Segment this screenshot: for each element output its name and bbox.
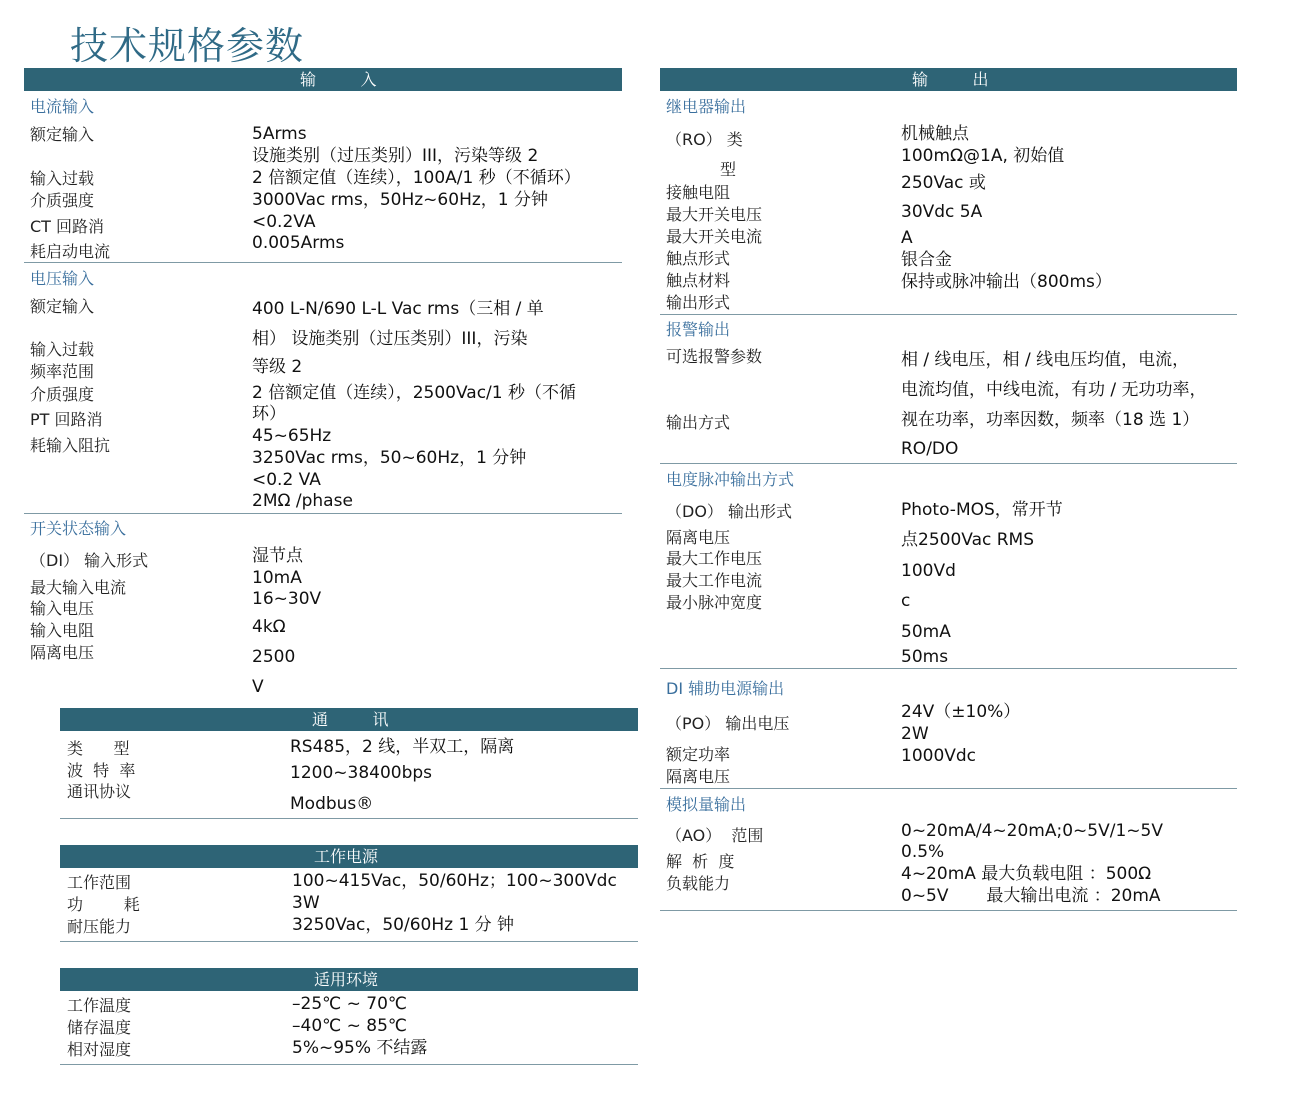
alarm-value: 电流均值，中线电流，有功 / 无功功率， — [901, 380, 1207, 400]
divider — [60, 818, 638, 819]
switch-label: 最大输入电流 — [30, 578, 127, 597]
env-label: 工作温度 — [67, 996, 132, 1015]
aux-value: 2W — [901, 724, 929, 744]
power-value: 3250Vac，50/60Hz 1 分 钟 — [292, 915, 515, 935]
aux-power-section: DI 辅助电源输出 — [666, 679, 785, 698]
relay-value: 保持或脉冲输出（800ms） — [901, 272, 1112, 292]
analog-value: 0~5V 最大输出电流 ：20mA — [901, 886, 1161, 906]
analog-value: 0.5% — [901, 842, 945, 862]
voltage-value: <0.2 VA — [252, 470, 321, 490]
alarm-value: 相 / 线电压，相 / 线电压均值，电流， — [901, 350, 1190, 370]
current-value: 2 倍额定值（连续），100A/1 秒（不循环） — [252, 168, 581, 188]
switch-label: 输入电压 — [30, 599, 95, 618]
power-header: 工作电源 — [314, 847, 379, 866]
voltage-label: 输入过载 — [30, 340, 95, 359]
input-header-bar — [24, 68, 622, 91]
relay-label: 接触电阻 — [666, 183, 731, 202]
switch-value: 10mA — [252, 568, 302, 588]
power-value: 100~415Vac，50/60Hz；100~300Vdc — [292, 871, 617, 891]
input-header: 输 入 — [300, 70, 379, 89]
current-label: 耗启动电流 — [30, 242, 111, 261]
aux-label: 额定功率 — [666, 745, 731, 764]
voltage-value: 2MΩ /phase — [252, 491, 353, 511]
divider — [24, 513, 622, 514]
alarm-label: 输出方式 — [666, 413, 731, 432]
voltage-value: 3250Vac rms，50~60Hz，1 分钟 — [252, 448, 527, 468]
analog-value: 0~20mA/4~20mA;0~5V/1~5V — [901, 821, 1163, 841]
divider — [660, 910, 1237, 911]
voltage-label: 频率范围 — [30, 362, 95, 381]
env-label: 相对湿度 — [67, 1040, 132, 1059]
relay-value: 30Vdc 5A — [901, 202, 983, 222]
switch-value: 4kΩ — [252, 617, 286, 637]
output-header-bar — [660, 68, 1237, 91]
current-value: 5Arms — [252, 124, 307, 144]
alarm-value: RO/DO — [901, 439, 959, 459]
pulse-value: c — [901, 591, 911, 611]
relay-label: 最大开关电压 — [666, 205, 763, 224]
power-label: 功 耗 — [67, 895, 140, 914]
comm-label: 波 特 率 — [67, 761, 136, 780]
current-value: 0.005Arms — [252, 233, 345, 253]
power-value: 3W — [292, 893, 320, 913]
power-header-bar — [60, 845, 638, 868]
aux-value: 24V（±10%） — [901, 702, 1021, 722]
pulse-label: 最小脉冲宽度 — [666, 593, 763, 612]
pulse-label: 隔离电压 — [666, 528, 731, 547]
pulse-value: 50ms — [901, 647, 949, 667]
divider — [660, 463, 1237, 464]
env-label: 储存温度 — [67, 1018, 132, 1037]
aux-value: 1000Vdc — [901, 746, 977, 766]
relay-label: 触点形式 — [666, 249, 731, 268]
aux-label: 隔离电压 — [666, 767, 731, 786]
voltage-label: 耗输入阻抗 — [30, 436, 111, 455]
current-input-section: 电流输入 — [30, 97, 95, 116]
analog-output-section: 模拟量输出 — [666, 795, 747, 814]
switch-label: （DI） 输入形式 — [30, 551, 149, 570]
switch-label: 隔离电压 — [30, 643, 95, 662]
divider — [660, 788, 1237, 789]
divider — [660, 668, 1237, 669]
voltage-value: 环） — [252, 404, 286, 424]
voltage-input-section: 电压输入 — [30, 269, 95, 288]
env-value: –25℃ ~ 70℃ — [292, 994, 407, 1014]
comm-header-bar — [60, 708, 638, 731]
relay-value: 100mΩ@1A, 初始值 — [901, 146, 1065, 166]
relay-value: 银合金 — [901, 250, 952, 270]
alarm-output-section: 报警输出 — [666, 320, 731, 339]
relay-value: 250Vac 或 — [901, 173, 986, 193]
divider — [60, 1064, 638, 1065]
analog-label: 负载能力 — [666, 874, 731, 893]
pulse-label: 最大工作电压 — [666, 549, 763, 568]
voltage-value: 400 L-N/690 L-L Vac rms（三相 / 单 — [252, 299, 544, 319]
current-label: 介质强度 — [30, 191, 95, 210]
comm-header: 通 讯 — [312, 710, 391, 729]
relay-value: 机械触点 — [901, 124, 969, 144]
relay-label: 触点材料 — [666, 271, 731, 290]
switch-value: 湿节点 — [252, 546, 303, 566]
voltage-value: 2 倍额定值（连续），2500Vac/1 秒（不循 — [252, 383, 577, 403]
pulse-value: 点2500Vac RMS — [901, 530, 1035, 550]
voltage-label: 额定输入 — [30, 297, 95, 316]
voltage-label: 介质强度 — [30, 385, 95, 404]
divider — [60, 941, 638, 942]
comm-value: 1200~38400bps — [290, 763, 433, 783]
relay-label: 型 — [720, 160, 737, 179]
voltage-value: 等级 2 — [252, 357, 303, 377]
aux-label: （PO） 输出电压 — [666, 714, 790, 733]
pulse-label: （DO） 输出形式 — [666, 502, 793, 521]
voltage-value: 45~65Hz — [252, 426, 332, 446]
switch-label: 输入电阻 — [30, 621, 95, 640]
pulse-value: 100Vd — [901, 561, 956, 581]
current-label: 输入过载 — [30, 169, 95, 188]
analog-label: （AO） 范围 — [666, 826, 764, 845]
divider — [660, 314, 1237, 315]
voltage-value: 相） 设施类别（过压类别）III，污染 — [252, 329, 528, 349]
pulse-label: 最大工作电流 — [666, 571, 763, 590]
switch-value: 2500 — [252, 647, 296, 667]
relay-value: A — [901, 228, 913, 248]
pulse-value: 50mA — [901, 622, 951, 642]
power-label: 耐压能力 — [67, 917, 132, 936]
comm-value: Modbus® — [290, 794, 374, 814]
analog-value: 4~20mA 最大负载电阻 ：500Ω — [901, 864, 1152, 884]
relay-label: 最大开关电流 — [666, 227, 763, 246]
alarm-value: 视在功率，功率因数，频率（18 选 1） — [901, 410, 1200, 430]
env-header-bar — [60, 968, 638, 991]
voltage-label: PT 回路消 — [30, 410, 103, 429]
switch-input-section: 开关状态输入 — [30, 519, 127, 538]
alarm-label: 可选报警参数 — [666, 347, 763, 366]
switch-value: 16~30V — [252, 589, 322, 609]
analog-label: 解 析 度 — [666, 852, 735, 871]
current-label: 额定输入 — [30, 125, 95, 144]
current-value: 3000Vac rms，50Hz~60Hz，1 分钟 — [252, 190, 548, 210]
current-value: 设施类别（过压类别）III，污染等级 2 — [252, 146, 539, 166]
switch-value: V — [252, 677, 264, 697]
env-header: 适用环境 — [314, 970, 379, 989]
env-value: 5%~95% 不结露 — [292, 1038, 428, 1058]
comm-value: RS485，2 线，半双工，隔离 — [290, 737, 515, 757]
output-header: 输 出 — [912, 70, 991, 89]
relay-label: 输出形式 — [666, 293, 731, 312]
relay-label: （RO） 类 — [666, 130, 743, 149]
divider — [24, 262, 622, 263]
page-title: 技术规格参数 — [70, 24, 305, 68]
power-label: 工作范围 — [67, 873, 132, 892]
env-value: –40℃ ~ 85℃ — [292, 1016, 407, 1036]
current-label: CT 回路消 — [30, 217, 105, 236]
pulse-output-section: 电度脉冲输出方式 — [666, 470, 795, 489]
relay-output-section: 继电器输出 — [666, 97, 747, 116]
current-value: <0.2VA — [252, 212, 316, 232]
comm-label: 类 型 — [67, 739, 130, 758]
comm-label: 通讯协议 — [67, 782, 132, 801]
pulse-value: Photo-MOS，常开节 — [901, 500, 1063, 520]
